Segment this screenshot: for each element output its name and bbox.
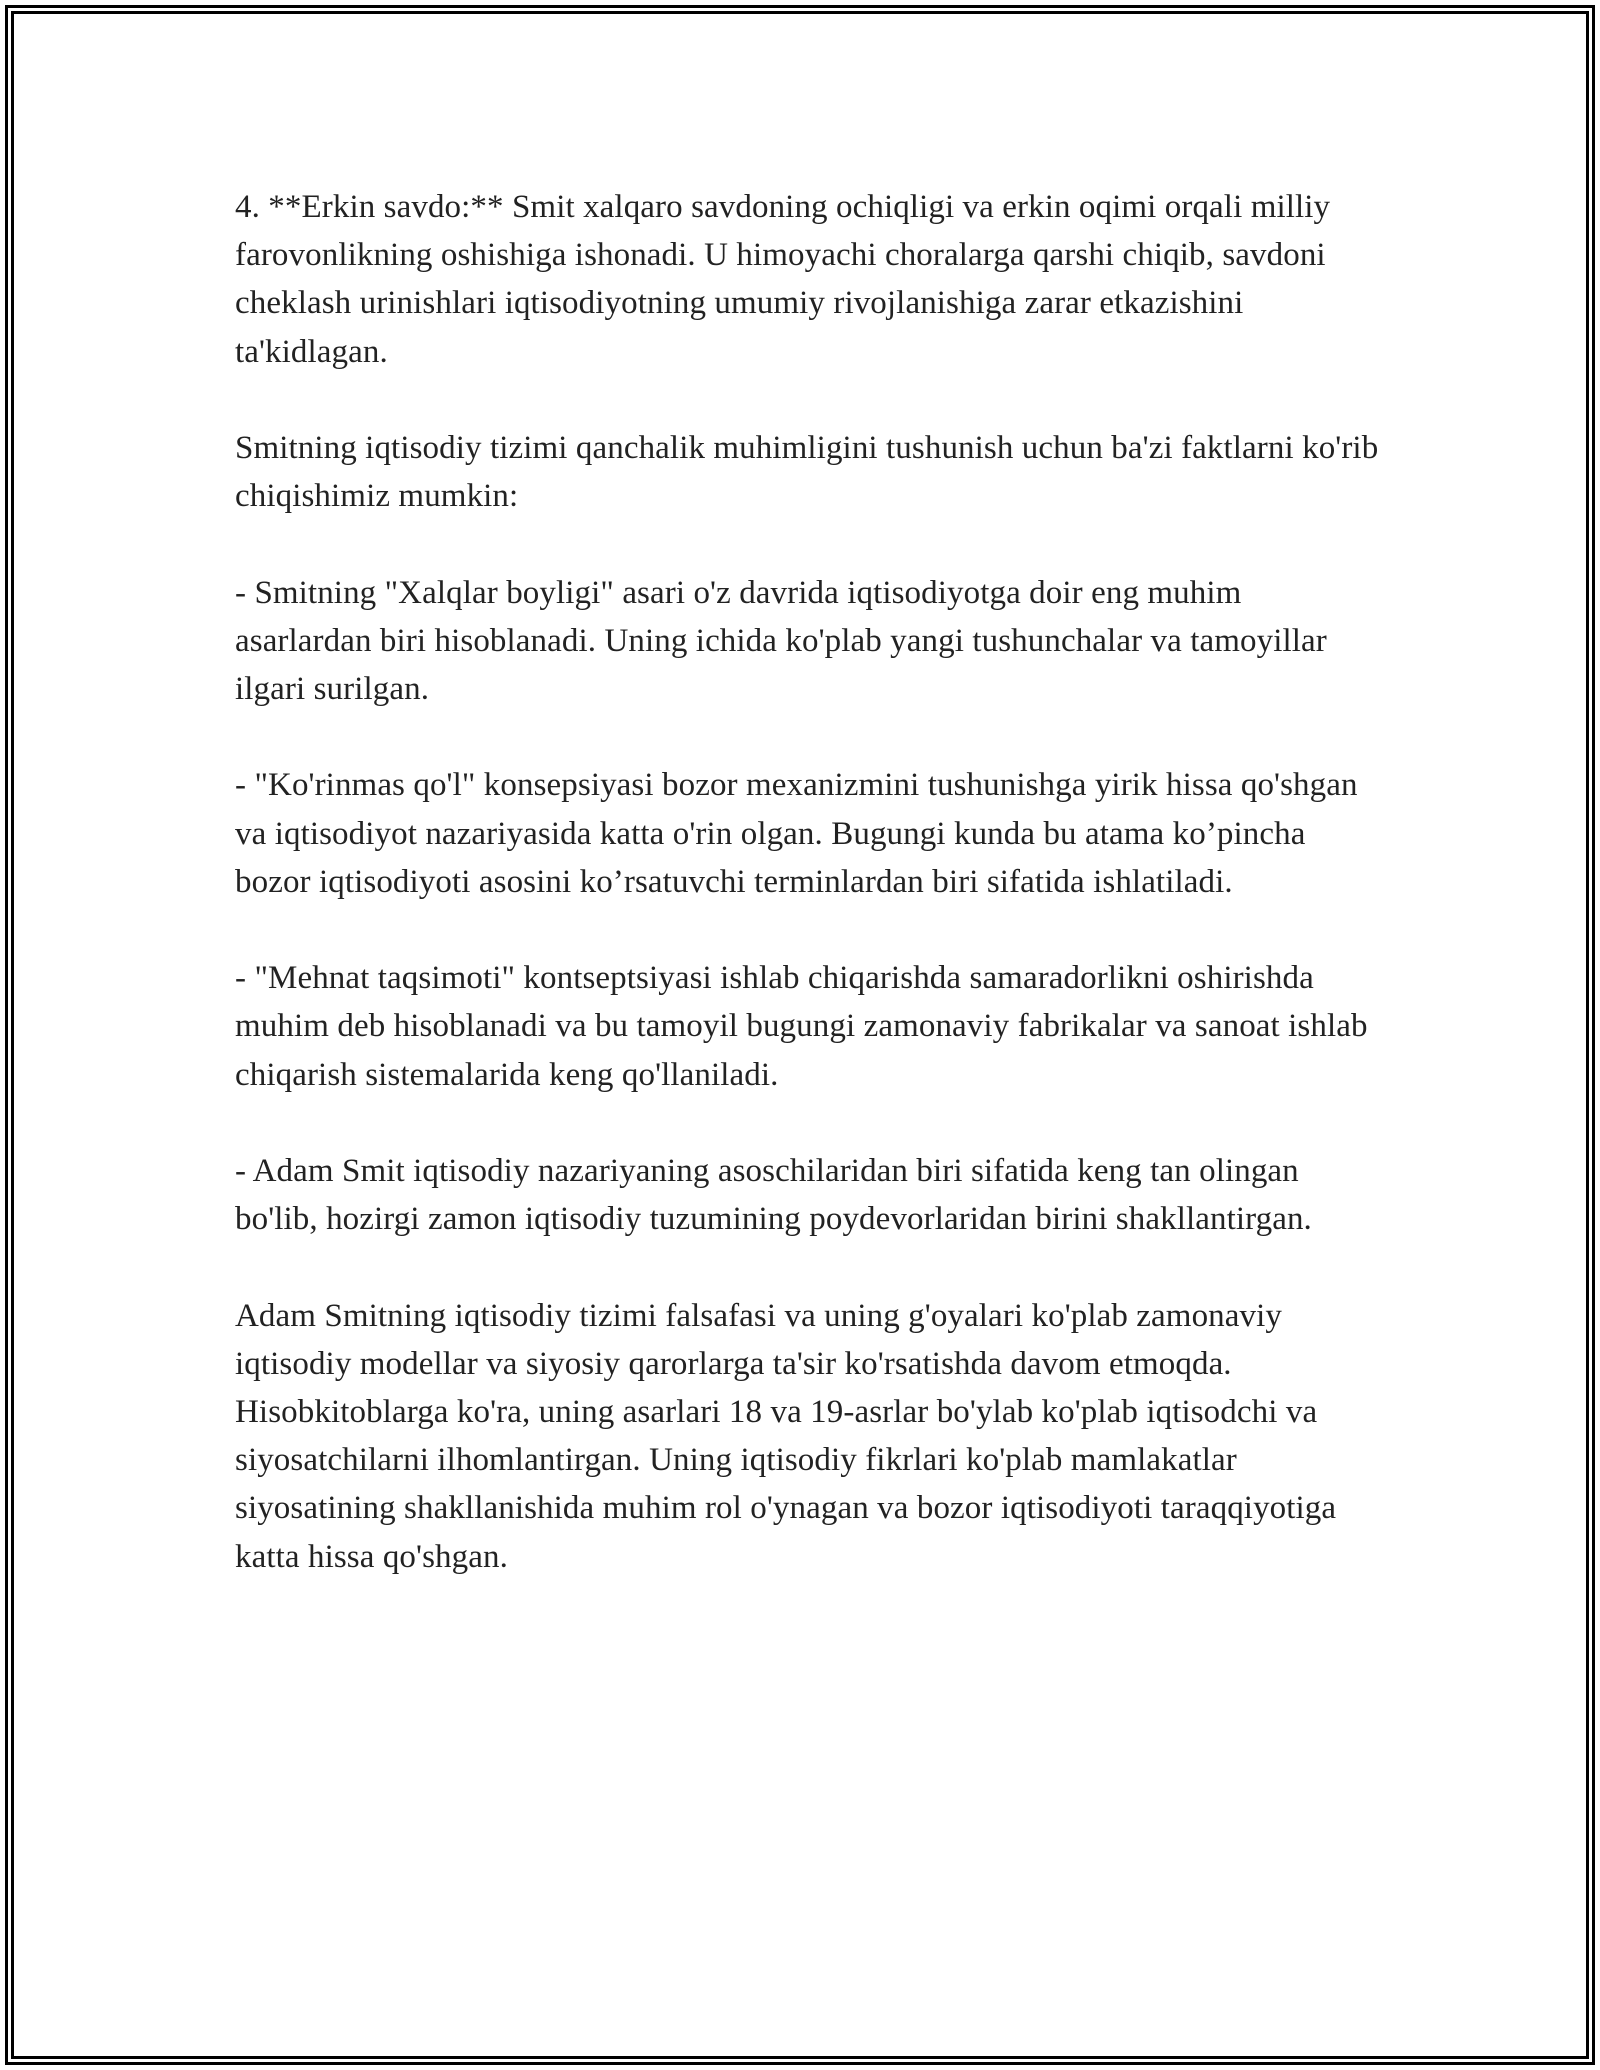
paragraph-facts-intro: Smitning iqtisodiy tizimi qanchalik muhimligini tushunish uchun ba'zi faktlarni ko'rib chiqishimiz mumkin: bbox=[235, 430, 1379, 515]
paragraph-invisible-hand: - "Ko'rinmas qo'l" konsepsiyasi bozor mexanizmini tushunishga yirik hissa qo'shgan va iqtisodiyot nazariyasida katta o'rin olgan. Bugungi kunda bu atama ko’pincha bozor iqtisodiyoti asosini ko’rsatuvchi terminlardan biri sifatida ishlatiladi. bbox=[235, 767, 1358, 900]
paragraph-free-trade: 4. **Erkin savdo:** Smit xalqaro savdoning ochiqligi va erkin oqimi orqali milliy farovonlikning oshishiga ishonadi. U himoyachi choralarga qarshi chiqib, savdoni cheklash urinishlari iqtisodiyotning umumiy rivojlanishiga zarar etkazishini ta'kidlagan. bbox=[235, 189, 1331, 370]
document-body bbox=[235, 183, 1385, 1581]
paragraph-division-of-labor: - "Mehnat taqsimoti" kontseptsiyasi ishlab chiqarishda samaradorlikni oshirishda muhim deb hisoblanadi va bu tamoyil bugungi zamonaviy fabrikalar va sanoat ishlab chiqarish sistemalarida keng qo'llaniladi. bbox=[235, 960, 1368, 1093]
paragraph-wealth-of-nations: - Smitning "Xalqlar boyligi" asari o'z davrida iqtisodiyotga doir eng muhim asarlardan biri hisoblanadi. Uning ichida ko'plab yangi tushunchalar va tamoyillar ilgari surilgan. bbox=[235, 574, 1327, 707]
paragraph-conclusion: Adam Smitning iqtisodiy tizimi falsafasi va uning g'oyalari ko'plab zamonaviy iqtisodiy modellar va siyosiy qarorlarga ta'sir ko'rsatishda davom etmoqda. Hisobkitoblarga ko'ra, uning asarlari 18 va 19-asrlar bo'ylab ko'plab iqtisodchi va siyosatchilarni ilhomlantirgan. Uning iqtisodiy fikrlari ko'plab mamlakatlar siyosatining shakllanishida muhim rol o'ynagan va bozor iqtisodiyoti taraqqiyotiga katta hissa qo'shgan. bbox=[235, 1297, 1337, 1575]
paragraph-founder: - Adam Smit iqtisodiy nazariyaning asoschilaridan biri sifatida keng tan olingan bo'lib, hozirgi zamon iqtisodiy tuzumining poydevorlaridan birini shakllantirgan. bbox=[235, 1152, 1312, 1238]
